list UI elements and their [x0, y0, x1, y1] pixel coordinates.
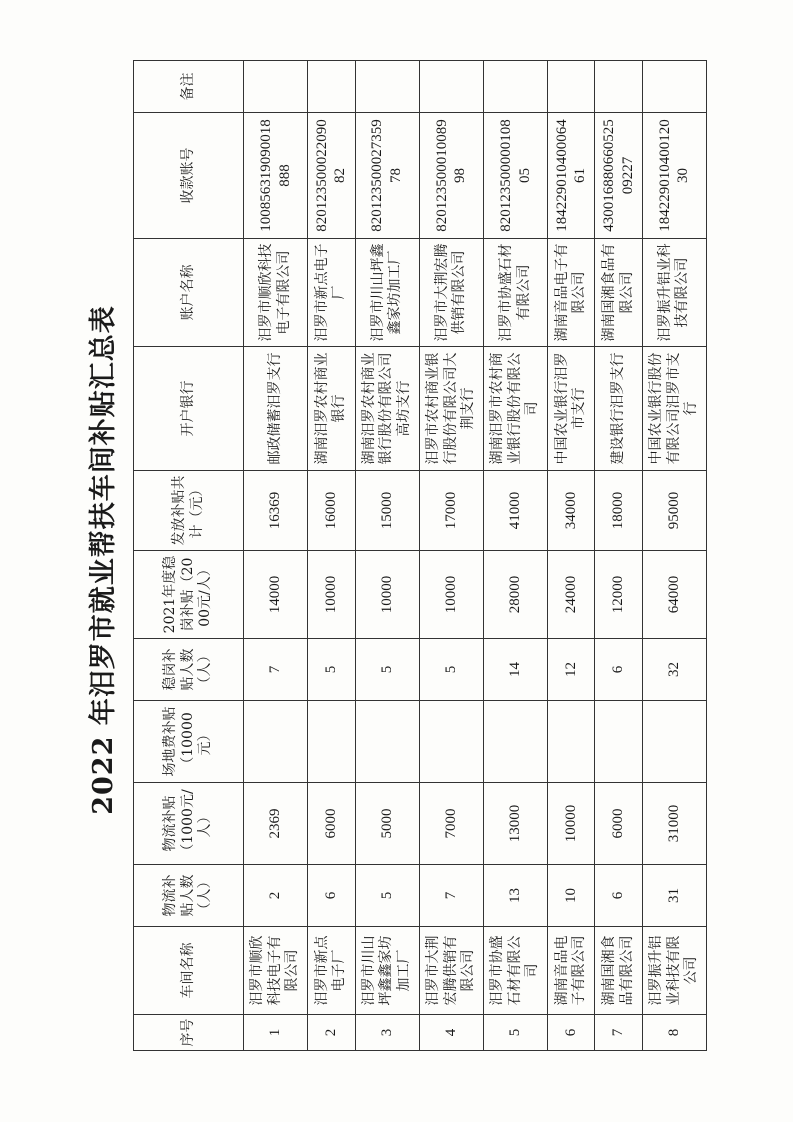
table-row	[419, 61, 483, 1051]
logistics-subsidy-cell: 31000	[642, 783, 706, 865]
remark-cell	[244, 61, 308, 113]
workshop-name-cell: 汨罗市新点电子厂	[308, 927, 355, 1015]
table-row	[548, 61, 595, 1051]
account-name-cell: 汨罗市川山坪鑫鑫家坊加工厂	[355, 239, 419, 347]
workshop-name-cell: 汨罗市顺欣科技电子有限公司	[244, 927, 308, 1015]
total-subsidy-cell: 34000	[548, 471, 595, 551]
bank-name-cell: 汨罗市农村商业银行股份有限公司大荆支行	[419, 347, 483, 471]
stable-people-cell: 5	[419, 639, 483, 701]
header-stable-subsidy: 2021年度稳岗补贴（2000元/人）	[134, 551, 244, 639]
venue-subsidy-cell	[483, 701, 547, 783]
header-remark: 备注	[134, 61, 244, 113]
venue-subsidy-cell	[595, 701, 642, 783]
account-name-cell: 汨罗市协盛石材有限公司	[483, 239, 547, 347]
table-frame	[133, 61, 707, 1051]
table-row	[244, 61, 308, 1051]
header-row	[134, 61, 244, 1051]
workshop-name-cell: 汨罗市川山坪鑫鑫家坊加工厂	[355, 927, 419, 1015]
header-account-no: 收款账号	[134, 113, 244, 239]
account-number-cell: 82012350002735978	[355, 113, 419, 239]
logistics-subsidy-cell: 5000	[355, 783, 419, 865]
stable-people-cell: 7	[244, 639, 308, 701]
row-number-cell: 2	[308, 1015, 355, 1051]
account-name-cell: 湖南音品电子有限公司	[548, 239, 595, 347]
workshop-name-cell: 汨罗市协盛石材有限公司	[483, 927, 547, 1015]
total-subsidy-cell: 95000	[642, 471, 706, 551]
table-row	[355, 61, 419, 1051]
header-no: 序号	[134, 1015, 244, 1051]
header-logistics-people: 物流补贴人数（人）	[134, 865, 244, 927]
logistics-people-cell: 7	[419, 865, 483, 927]
account-number-cell: 82012350002209082	[308, 113, 355, 239]
table-row	[483, 61, 547, 1051]
logistics-people-cell: 10	[548, 865, 595, 927]
venue-subsidy-cell	[244, 701, 308, 783]
logistics-people-cell: 5	[355, 865, 419, 927]
table-row	[308, 61, 355, 1051]
bank-name-cell: 中国农业银行股份有限公司汨罗市支行	[642, 347, 706, 471]
logistics-subsidy-cell: 6000	[308, 783, 355, 865]
page-title: 2022 年汨罗市就业帮扶车间补贴汇总表	[88, 305, 119, 815]
remark-cell	[642, 61, 706, 113]
table-row	[642, 61, 706, 1051]
stable-subsidy-cell: 10000	[355, 551, 419, 639]
account-name-cell: 汨罗市大荆宏腾供销有限公司	[419, 239, 483, 347]
total-subsidy-cell: 41000	[483, 471, 547, 551]
remark-cell	[355, 61, 419, 113]
header-bank: 开户银行	[134, 347, 244, 471]
venue-subsidy-cell	[548, 701, 595, 783]
total-subsidy-cell: 16369	[244, 471, 308, 551]
stable-people-cell: 5	[308, 639, 355, 701]
stable-subsidy-cell: 24000	[548, 551, 595, 639]
table-row	[595, 61, 642, 1051]
workshop-name-cell: 湖南国湘食品有限公司	[595, 927, 642, 1015]
stable-subsidy-cell: 28000	[483, 551, 547, 639]
total-subsidy-cell: 16000	[308, 471, 355, 551]
logistics-subsidy-cell: 7000	[419, 783, 483, 865]
logistics-subsidy-cell: 6000	[595, 783, 642, 865]
stable-subsidy-cell: 10000	[419, 551, 483, 639]
account-number-cell: 18422901040006461	[548, 113, 595, 239]
stable-subsidy-cell: 64000	[642, 551, 706, 639]
subsidy-table	[133, 60, 707, 1051]
venue-subsidy-cell	[419, 701, 483, 783]
header-account-name: 账户名称	[134, 239, 244, 347]
logistics-subsidy-cell: 2369	[244, 783, 308, 865]
header-logistics-subsidy: 物流补贴（1000元/人）	[134, 783, 244, 865]
logistics-subsidy-cell: 10000	[548, 783, 595, 865]
account-name-cell: 汨罗市新点电子厂	[308, 239, 355, 347]
account-number-cell: 82012350000010805	[483, 113, 547, 239]
row-number-cell: 7	[595, 1015, 642, 1051]
header-stable-people: 稳岗补贴人数（人）	[134, 639, 244, 701]
account-number-cell: 43001688066052509227	[595, 113, 642, 239]
row-number-cell: 4	[419, 1015, 483, 1051]
stable-people-cell: 5	[355, 639, 419, 701]
stable-subsidy-cell: 14000	[244, 551, 308, 639]
row-number-cell: 1	[244, 1015, 308, 1051]
venue-subsidy-cell	[642, 701, 706, 783]
remark-cell	[548, 61, 595, 113]
bank-name-cell: 湖南汨罗市农村商业银行股份有限公司	[483, 347, 547, 471]
workshop-name-cell: 汨罗市大荆宏腾供销有限公司	[419, 927, 483, 1015]
bank-name-cell: 邮政储蓄汨罗支行	[244, 347, 308, 471]
row-number-cell: 8	[642, 1015, 706, 1051]
logistics-people-cell: 13	[483, 865, 547, 927]
stable-people-cell: 6	[595, 639, 642, 701]
bank-name-cell: 中国农业银行汨罗市支行	[548, 347, 595, 471]
venue-subsidy-cell	[355, 701, 419, 783]
workshop-name-cell: 汨罗振升铝业科技有限公司	[642, 927, 706, 1015]
stable-people-cell: 14	[483, 639, 547, 701]
account-number-cell: 82012350001008998	[419, 113, 483, 239]
account-name-cell: 汨罗市顺欣科技电子有限公司	[244, 239, 308, 347]
remark-cell	[419, 61, 483, 113]
stable-people-cell: 32	[642, 639, 706, 701]
remark-cell	[483, 61, 547, 113]
venue-subsidy-cell	[308, 701, 355, 783]
logistics-people-cell: 6	[308, 865, 355, 927]
total-subsidy-cell: 18000	[595, 471, 642, 551]
account-name-cell: 湖南国湘食品有限公司	[595, 239, 642, 347]
account-number-cell: 18422901040012030	[642, 113, 706, 239]
header-total: 发放补贴共计（元）	[134, 471, 244, 551]
account-number-cell: 100856319090018888	[244, 113, 308, 239]
remark-cell	[308, 61, 355, 113]
row-number-cell: 3	[355, 1015, 419, 1051]
header-workshop: 车间名称	[134, 927, 244, 1015]
bank-name-cell: 湖南汨罗农村商业银行股份有限公司高坊支行	[355, 347, 419, 471]
row-number-cell: 5	[483, 1015, 547, 1051]
remark-cell	[595, 61, 642, 113]
logistics-subsidy-cell: 13000	[483, 783, 547, 865]
total-subsidy-cell: 15000	[355, 471, 419, 551]
stable-subsidy-cell: 12000	[595, 551, 642, 639]
logistics-people-cell: 31	[642, 865, 706, 927]
header-venue-subsidy: 场地费补贴（10000元）	[134, 701, 244, 783]
stable-people-cell: 12	[548, 639, 595, 701]
total-subsidy-cell: 17000	[419, 471, 483, 551]
workshop-name-cell: 湖南音品电子有限公司	[548, 927, 595, 1015]
logistics-people-cell: 2	[244, 865, 308, 927]
bank-name-cell: 建设银行汨罗支行	[595, 347, 642, 471]
logistics-people-cell: 6	[595, 865, 642, 927]
account-name-cell: 汨罗振升铝业科技有限公司	[642, 239, 706, 347]
stable-subsidy-cell: 10000	[308, 551, 355, 639]
bank-name-cell: 湖南汨罗农村商业银行	[308, 347, 355, 471]
row-number-cell: 6	[548, 1015, 595, 1051]
